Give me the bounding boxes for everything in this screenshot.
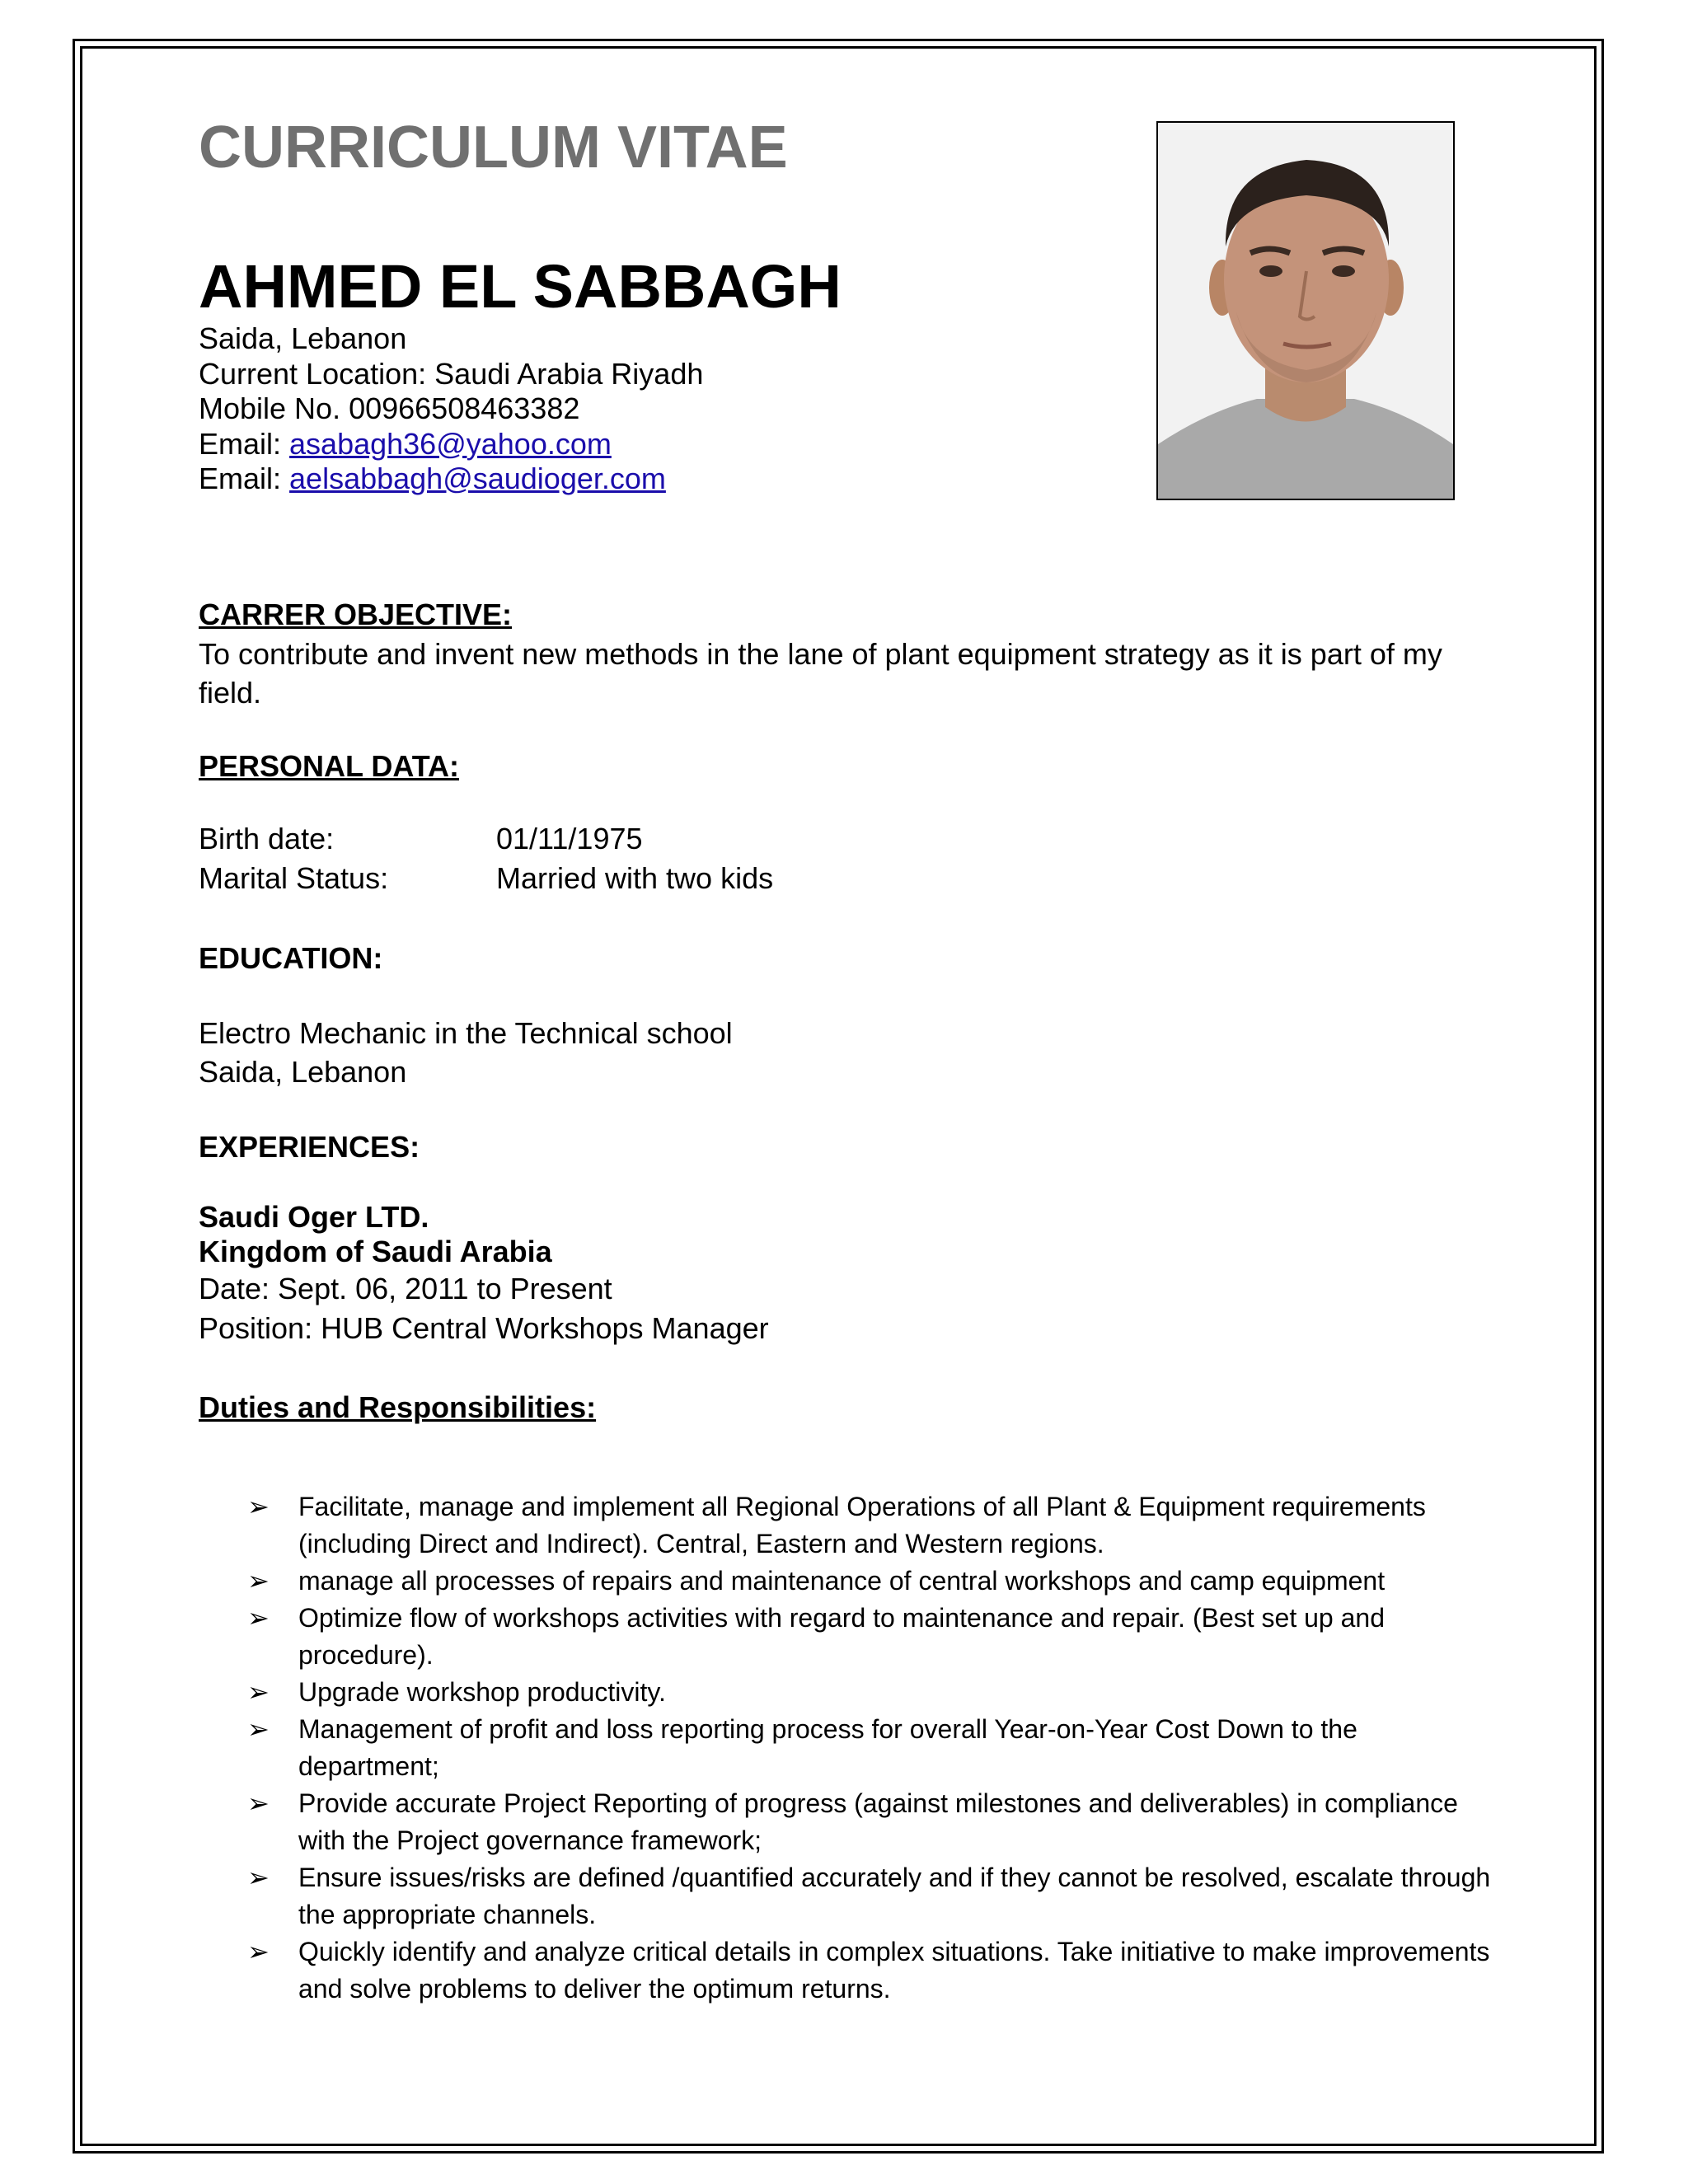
duties-list [247,1488,1500,2008]
arrow-bullet-icon: ➢ [247,1714,270,1744]
list-item [247,1711,1500,1785]
candidate-name: AHMED EL SABBAGH [199,252,842,321]
duties-heading: Duties and Responsibilities: [199,1390,597,1424]
list-item [247,1933,1500,2008]
employer-name: Saudi Oger LTD. [199,1200,429,1234]
list-item [247,1488,1500,1563]
email-link-saudioger[interactable]: aelsabbagh@saudioger.com [289,462,666,495]
duty-text: Management of profit and loss reporting process for overall Year-on-Year Cost Down to the department; [298,1714,1357,1781]
document-title: CURRICULUM VITAE [199,115,788,180]
experiences-heading: EXPERIENCES: [199,1130,420,1164]
arrow-bullet-icon: ➢ [247,1492,270,1521]
duty-text: Optimize flow of workshops activities with regard to maintenance and repair. (Best set up and procedure). [298,1603,1385,1670]
birth-date-label: Birth date: [199,822,335,855]
email-label: Email: [199,426,290,461]
email-line-2 [199,462,703,497]
email-line-1 [199,427,703,462]
email-link-yahoo[interactable]: asabagh36@yahoo.com [289,426,612,461]
list-item [247,1563,1500,1600]
list-item [247,1600,1500,1674]
duty-text: manage all processes of repairs and maintenance of central workshops and camp equipment [298,1566,1386,1596]
arrow-bullet-icon: ➢ [247,1603,270,1633]
birth-date-value: 01/11/1975 [496,822,643,855]
list-item [247,1785,1500,1859]
arrow-bullet-icon: ➢ [247,1937,270,1966]
duty-text: Facilitate, manage and implement all Regional Operations of all Plant & Equipment requirements (including Direct and Indirect). Central, Eastern and Western regions. [298,1492,1426,1558]
list-item [247,1674,1500,1711]
list-item [247,1859,1500,1933]
marital-status-value: Married with two kids [496,861,774,895]
job-position: Position: HUB Central Workshops Manager [199,1311,769,1345]
contact-block [199,321,703,497]
employer-country: Kingdom of Saudi Arabia [199,1235,552,1268]
employer-block [199,1200,552,1269]
arrow-bullet-icon: ➢ [247,1566,270,1596]
job-details [199,1269,769,1348]
education-degree: Electro Mechanic in the Technical school [199,1016,733,1050]
portrait-icon [1158,123,1453,499]
email-label: Email: [199,462,290,495]
hometown: Saida, Lebanon [199,321,407,355]
profile-photo [1156,121,1455,500]
current-location: Current Location: Saudi Arabia Riyadh [199,356,704,391]
duty-text: Quickly identify and analyze critical details in complex situations. Take initiative to make improvements and solve problems to deliver the optimum returns. [298,1937,1490,2004]
marital-status-label: Marital Status: [199,861,389,895]
duty-text: Upgrade workshop productivity. [298,1677,666,1707]
education-location: Saida, Lebanon [199,1055,407,1089]
education-block [199,1014,733,1091]
duty-text: Ensure issues/risks are defined /quantified accurately and if they cannot be resolved, escalate through the appropriate channels. [298,1863,1491,1929]
arrow-bullet-icon: ➢ [247,1677,270,1707]
job-date: Date: Sept. 06, 2011 to Present [199,1272,612,1305]
objective-text: To contribute and invent new methods in the lane of plant equipment strategy as it is part of my field. [199,637,1442,710]
education-heading: EDUCATION: [199,941,383,975]
arrow-bullet-icon: ➢ [247,1788,270,1818]
arrow-bullet-icon: ➢ [247,1863,270,1892]
personal-data-heading: PERSONAL DATA: [199,749,460,783]
objective-heading: CARRER OBJECTIVE: [199,598,513,631]
mobile-number: Mobile No. 00966508463382 [199,391,580,425]
duty-text: Provide accurate Project Reporting of progress (against milestones and deliverables) in compliance with the Project governance framework; [298,1788,1458,1855]
